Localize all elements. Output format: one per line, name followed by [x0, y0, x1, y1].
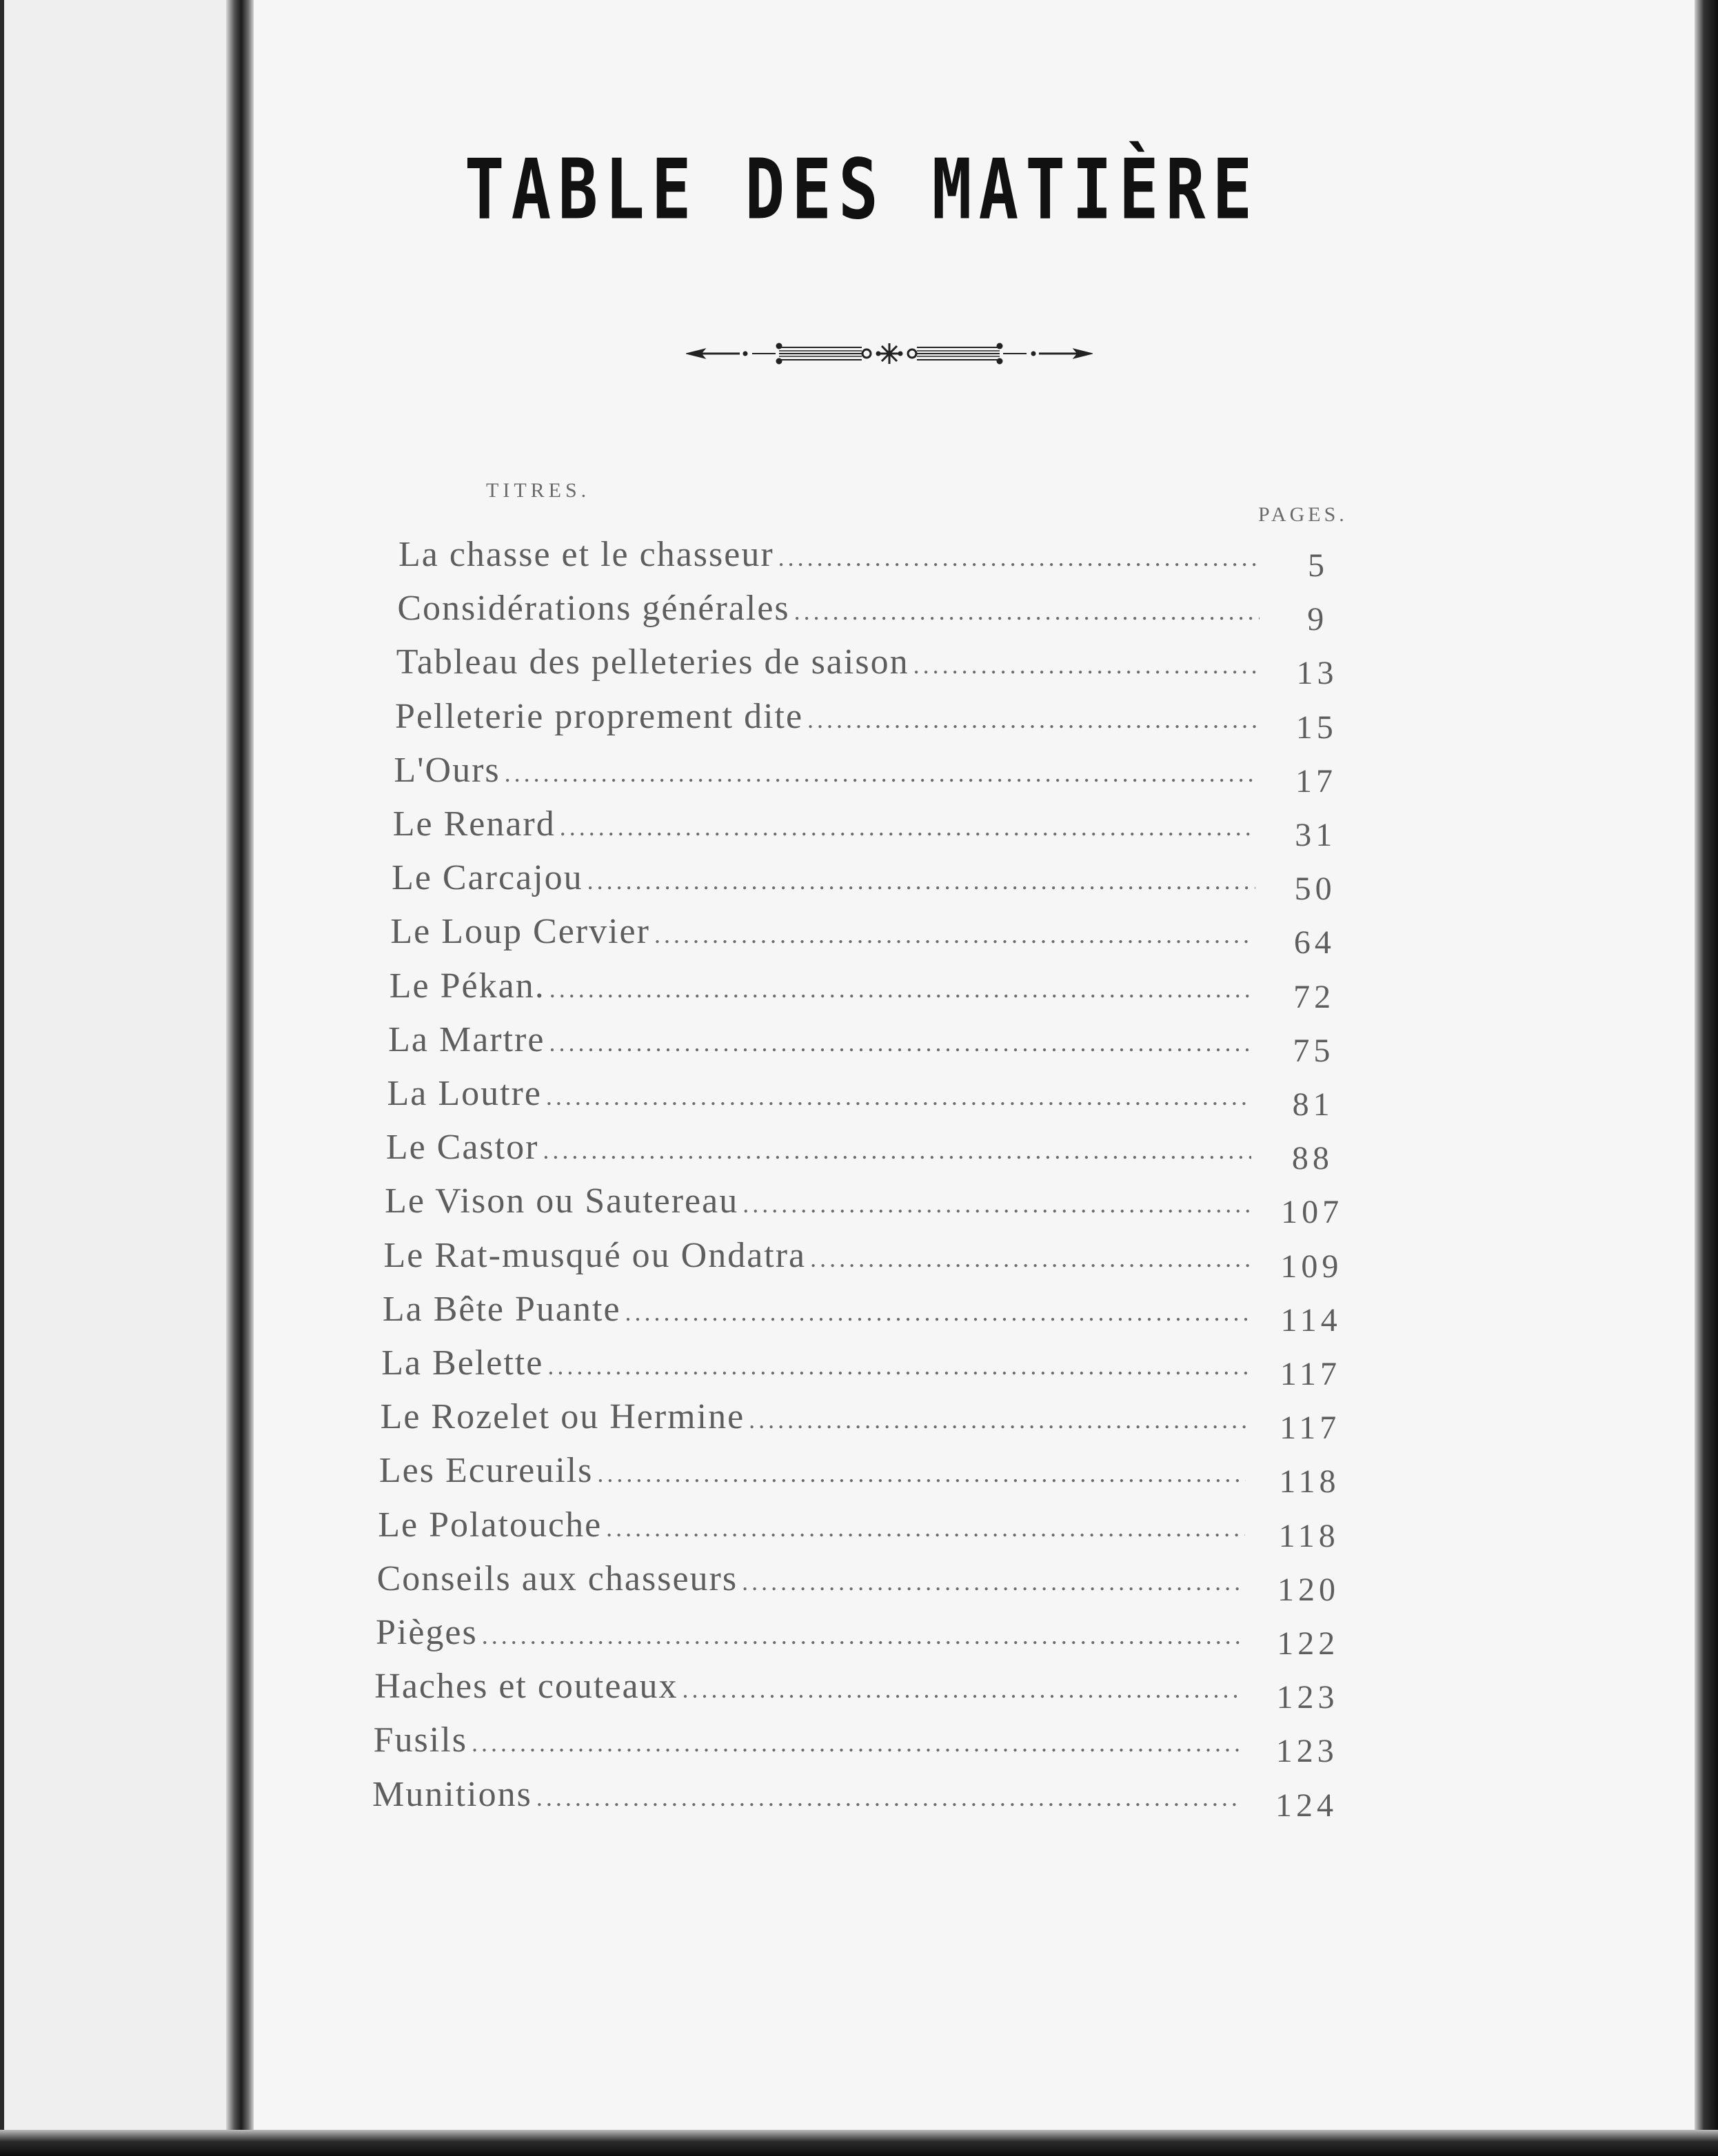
toc-entry [374, 1666, 1242, 1714]
toc-dot-leader [650, 920, 1255, 949]
toc-entry-page: 117 [1280, 1410, 1341, 1447]
toc-entry-page: 5 [1308, 547, 1328, 584]
toc-entry-title: Tableau des pelleteries de saison [396, 642, 909, 682]
toc-dot-leader [738, 1190, 1250, 1219]
toc-entry-page: 75 [1293, 1032, 1335, 1069]
toc-entry-title: Le Pékan. [389, 966, 545, 1006]
toc-entry-title: Le Vison ou Sautereau [385, 1181, 739, 1221]
toc-entry-page: 17 [1295, 762, 1337, 800]
toc-entry-title: Conseils aux chasseurs [376, 1558, 738, 1598]
toc-dot-leader [545, 975, 1254, 1004]
toc-entry [378, 1505, 1245, 1553]
toc-entry [381, 1396, 1247, 1445]
toc-dot-leader [583, 866, 1255, 895]
toc-dot-leader [790, 597, 1260, 626]
toc-dot-leader [593, 1459, 1246, 1488]
toc-entry-title: Munitions [372, 1774, 532, 1814]
toc-entry-title: Considérations générales [397, 589, 790, 629]
toc-dot-leader [478, 1621, 1244, 1650]
toc-entry-page: 13 [1296, 655, 1338, 692]
toc-entry [397, 588, 1259, 636]
toc-dot-leader [745, 1405, 1246, 1434]
toc-entry [387, 1073, 1251, 1121]
toc-dot-leader [538, 1136, 1251, 1165]
toc-entry-title: Haches et couteaux [374, 1667, 678, 1707]
toc-entry-title: L'Ours [394, 750, 501, 790]
toc-entry [384, 1235, 1250, 1283]
toc-entry-page: 88 [1291, 1140, 1333, 1177]
toc-entry-title: Pelleterie proprement dite [395, 696, 804, 736]
toc-dot-leader [556, 813, 1256, 842]
toc-entry-page: 81 [1292, 1086, 1334, 1123]
toc-entry [390, 911, 1254, 959]
toc-entry-title: La chasse et le chasseur [398, 535, 774, 574]
toc-entry [379, 1450, 1246, 1498]
toc-dot-leader [542, 1082, 1252, 1111]
toc-dot-leader [545, 1028, 1253, 1057]
toc-dot-leader [532, 1783, 1241, 1812]
toc-dot-leader [678, 1675, 1243, 1704]
toc-entry [381, 1343, 1248, 1391]
toc-dot-leader [738, 1567, 1244, 1596]
toc-entry [395, 696, 1257, 744]
toc-dot-leader [602, 1514, 1245, 1543]
toc-dot-leader [909, 651, 1259, 680]
toc-entry [394, 750, 1257, 798]
toc-entry-page: 118 [1278, 1517, 1340, 1554]
toc-entry [393, 804, 1256, 852]
toc-entry-title: Le Polatouche [378, 1505, 603, 1545]
toc-dot-leader [803, 705, 1257, 734]
toc-entry-page: 122 [1277, 1625, 1340, 1662]
toc-entry [396, 642, 1259, 690]
toc-entry-title: Le Rat-musqué ou Ondatra [383, 1235, 807, 1275]
toc-entry-title: Le Renard [392, 804, 556, 844]
toc-entry-title: Pièges [375, 1613, 478, 1652]
toc-entry [376, 1612, 1244, 1660]
toc-entry-title: La Bête Puante [382, 1289, 621, 1329]
toc-entry-page: 31 [1295, 817, 1337, 853]
toc-entry [374, 1720, 1242, 1768]
toc-entry-page: 50 [1294, 871, 1336, 908]
toc-entry [388, 1019, 1253, 1068]
toc-entry [392, 857, 1255, 906]
toc-entry-title: La Martre [388, 1019, 545, 1059]
toc-entry-page: 124 [1275, 1787, 1337, 1824]
toc-dot-leader [467, 1729, 1242, 1758]
toc-entry-page: 117 [1280, 1356, 1342, 1392]
toc-entry-title: La Belette [381, 1343, 544, 1383]
toc-entry [383, 1289, 1249, 1337]
toc-entry-title: Le Rozelet ou Hermine [380, 1397, 745, 1437]
toc-entry-page: 9 [1307, 601, 1328, 638]
titles-column-header: TITRES. [486, 479, 591, 502]
toc-entry-title: Le Loup Cervier [390, 912, 650, 952]
page-title: TABLE DES MATIÈRE [464, 141, 1260, 238]
toc-dot-leader [501, 759, 1257, 788]
toc-entry [390, 966, 1253, 1014]
toc-entry-page: 64 [1293, 924, 1335, 962]
toc-dot-leader [621, 1298, 1249, 1327]
toc-entry-page: 118 [1279, 1463, 1340, 1501]
toc-entry-title: Les Ecureuils [378, 1451, 594, 1491]
toc-entry-page: 15 [1295, 709, 1337, 746]
toc-entry [398, 534, 1260, 582]
toc-entry-title: Le Carcajou [392, 858, 583, 898]
toc-entry-page: 109 [1280, 1248, 1343, 1285]
toc-entry-page: 120 [1277, 1571, 1340, 1608]
toc-entry-page: 123 [1276, 1679, 1339, 1716]
toc-entry [372, 1774, 1241, 1822]
toc-entry [386, 1127, 1251, 1175]
toc-dot-leader [774, 543, 1260, 572]
toc-entry-title: Fusils [373, 1720, 467, 1760]
toc-entry-title: Le Castor [385, 1128, 539, 1168]
toc-entry-page: 107 [1281, 1194, 1344, 1231]
toc-entry-page: 114 [1280, 1301, 1342, 1339]
toc-entry-page: 72 [1293, 978, 1335, 1015]
pages-column-header: PAGES. [1258, 503, 1348, 526]
toc-entry [385, 1181, 1250, 1229]
toc-entry [377, 1558, 1244, 1607]
toc-entry-page: 123 [1275, 1733, 1338, 1770]
toc-entry-title: La Loutre [387, 1074, 542, 1113]
toc-dot-leader [543, 1352, 1247, 1381]
toc-dot-leader [806, 1244, 1249, 1273]
